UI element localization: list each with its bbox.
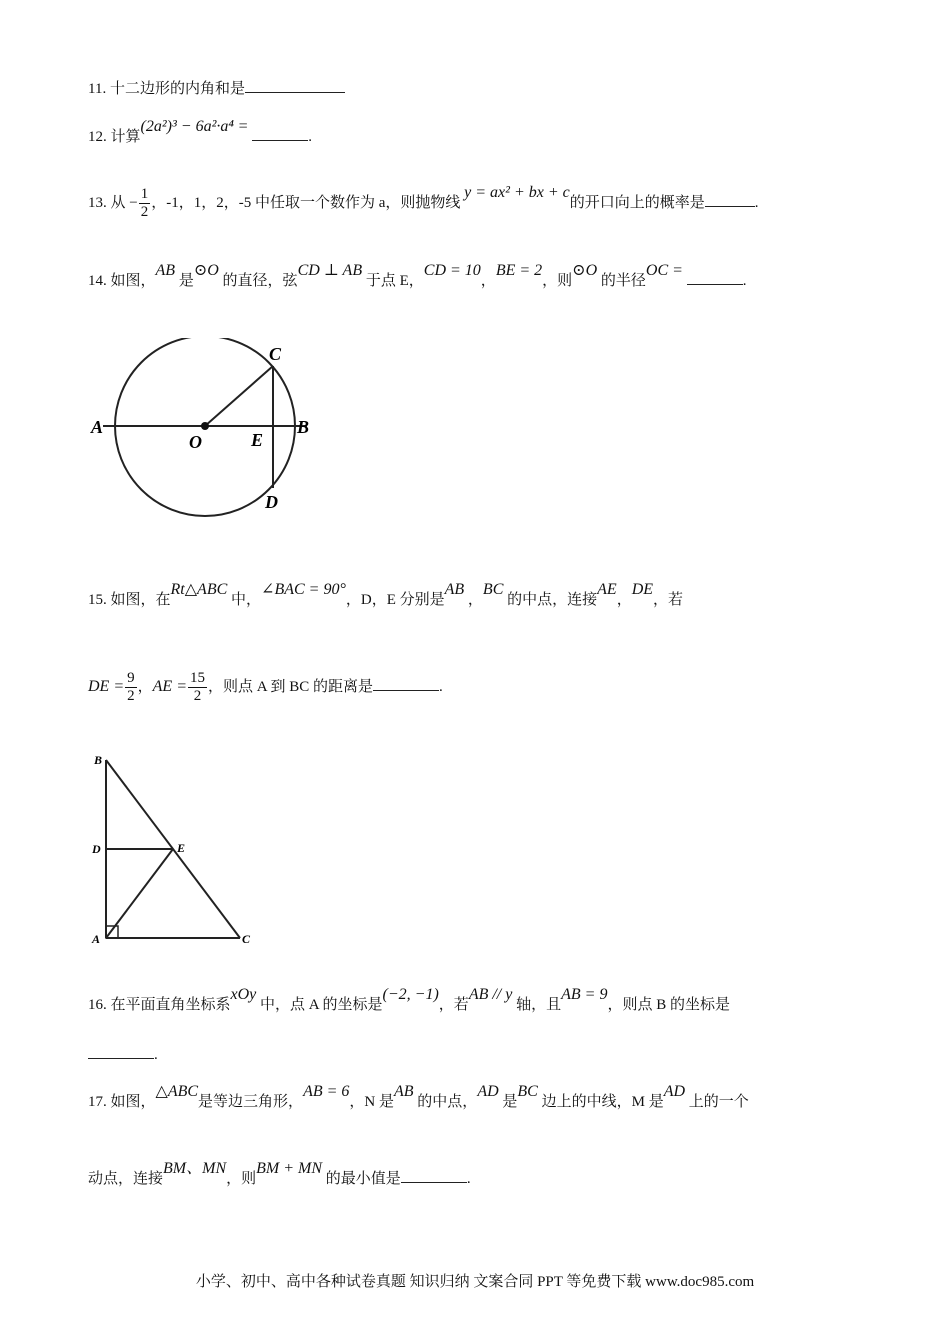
question-12: 12. 计算(2a²)³ − 6a²·a⁴ = . [88,118,312,145]
expression: y = ax² + bx + c [464,183,570,201]
answer-blank [88,1044,154,1059]
label-e: E [251,430,264,450]
question-13: 13. 从 − $\frac{1}{2}$ ，-1，1，2，-5 中任取一个数作为 a，则抛物线 y = ax² + bx + c的开口向上的概率是 . [88,183,759,220]
center-point [201,422,209,430]
expression: (2a²)³ − 6a²·a⁴ [140,118,234,135]
label-a: A [91,417,104,437]
question-15: 15. 如图，在Rt△ABC 中，∠BAC = 90°，D，E 分别是AB ，BC 的中点，连接AE，DE，若 [88,581,684,608]
question-17: 17. 如图，△ABC是等边三角形，AB = 6，N 是AB 的中点，AD 是BC 边上的中线，M 是AD 上的一个 [88,1083,749,1110]
question-17-line-2: 动点，连接BM、MN，则BM + MN 的最小值是 . [88,1160,471,1187]
answer-blank [373,676,439,691]
fraction: $\frac{9}{2}$ [127,670,135,704]
question-16: 16. 在平面直角坐标系xOy 中，点 A 的坐标是(−2, −1)，若AB // y 轴，且AB = 9，则点 B 的坐标是 [88,986,730,1013]
segment-ae [106,849,173,938]
label-d: D [92,842,101,856]
radius-oc [205,366,273,426]
answer-blank [401,1168,467,1183]
answer-blank [252,126,308,141]
question-15-line-2: DE = $\frac{9}{2}$ ，AE = $\frac{15}{2}$ ，则点 A 到 BC 的距离是 . [88,670,443,704]
question-16-line-2: . [88,1044,158,1065]
label-b: B [94,753,103,767]
page-footer: 小学、初中、高中各种试卷真题 知识归纳 文案合同 PPT 等免费下载 www.doc985.com [195,1274,755,1290]
label-b: B [297,417,310,437]
label-c: C [269,344,282,364]
answer-blank [245,78,345,93]
label-c: C [242,932,251,946]
question-14: 14. 如图，AB 是⊙O 的直径，弦CD ⊥ AB 于点 E，CD = 10，BE = 2，则⊙O 的半径OC = . [88,262,747,289]
fraction: $\frac{15}{2}$ [189,670,205,704]
question-11: 11. 十二边形的内角和是 [88,78,345,99]
figure-circle-diagram [85,338,325,518]
label-e: E [177,841,186,855]
fraction: $\frac{1}{2}$ [140,186,149,220]
answer-blank [705,192,755,207]
label-a: A [92,932,101,946]
label-d: D [265,492,278,512]
figure-right-triangle [88,750,260,948]
label-o: O [189,432,202,452]
answer-blank [687,270,743,285]
